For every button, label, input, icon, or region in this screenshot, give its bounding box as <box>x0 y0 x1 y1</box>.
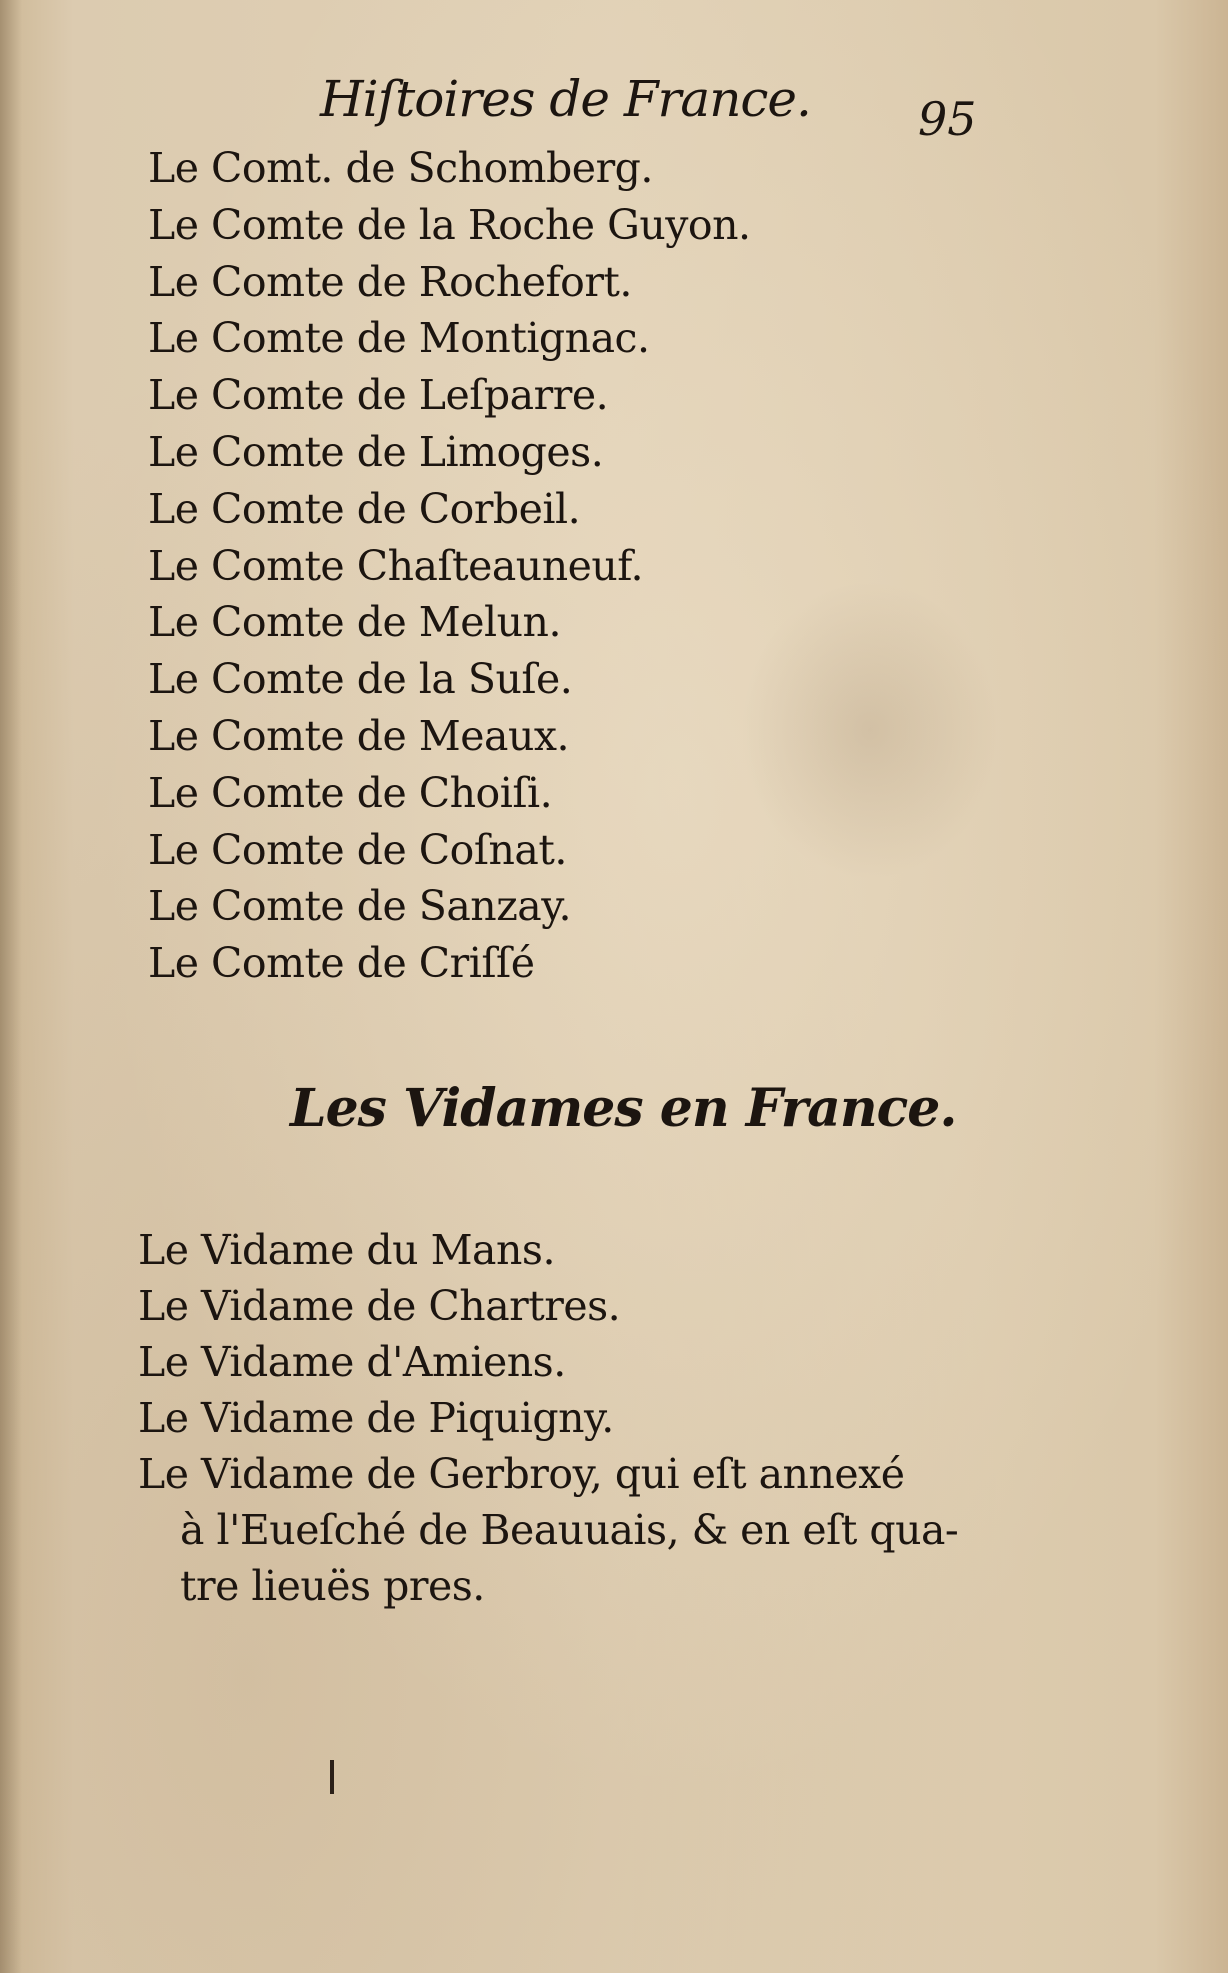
list-item-gerbroy <box>138 1446 968 1614</box>
gerbroy-line-3: tre lieuës pres. <box>180 1562 485 1610</box>
list-item: Le Comte de Criſſé <box>148 939 535 988</box>
gerbroy-line-1: Le Vidame de Gerbroy, qui eſt annexé <box>138 1450 905 1498</box>
page-number: 95 <box>918 92 977 146</box>
list-item: Le Comte de Rochefort. <box>148 257 632 306</box>
running-title: Hiſtoires de France. <box>320 70 811 128</box>
gutter-shadow <box>0 0 22 1973</box>
section-heading-vidames: Les Vidames en France. <box>290 1078 957 1139</box>
comtes-list <box>148 140 751 992</box>
list-item: Le Comte de la Suſe. <box>148 655 573 704</box>
list-item: Le Vidame de Piquigny. <box>138 1394 614 1442</box>
list-item: Le Comte de Melun. <box>148 598 561 647</box>
list-item: Le Comte de Sanzay. <box>148 882 572 931</box>
signature-mark <box>330 1760 334 1794</box>
list-item: Le Comte de Corbeil. <box>148 484 581 533</box>
list-item: Le Comte de Leſparre. <box>148 371 609 420</box>
gerbroy-line-2: à l'Eueſché de Beauuais, & en eſt qua- <box>180 1506 959 1554</box>
list-item: Le Vidame du Mans. <box>138 1226 555 1274</box>
show-through-bleed <box>740 580 1000 880</box>
list-item: Le Vidame de Chartres. <box>138 1282 621 1330</box>
vidames-list <box>138 1222 968 1614</box>
list-item: Le Comte de la Roche Guyon. <box>148 200 751 249</box>
list-item: Le Comte de Limoges. <box>148 427 604 476</box>
list-item: Le Comte de Meaux. <box>148 711 570 760</box>
list-item: Le Comt. de Schomberg. <box>148 144 653 192</box>
list-item: Le Vidame d'Amiens. <box>138 1338 566 1386</box>
list-item: Le Comte de Coſnat. <box>148 825 567 874</box>
list-item: Le Comte de Choiſi. <box>148 768 553 817</box>
list-item: Le Comte Chaſteauneuf. <box>148 541 644 590</box>
list-item: Le Comte de Montignac. <box>148 314 650 363</box>
